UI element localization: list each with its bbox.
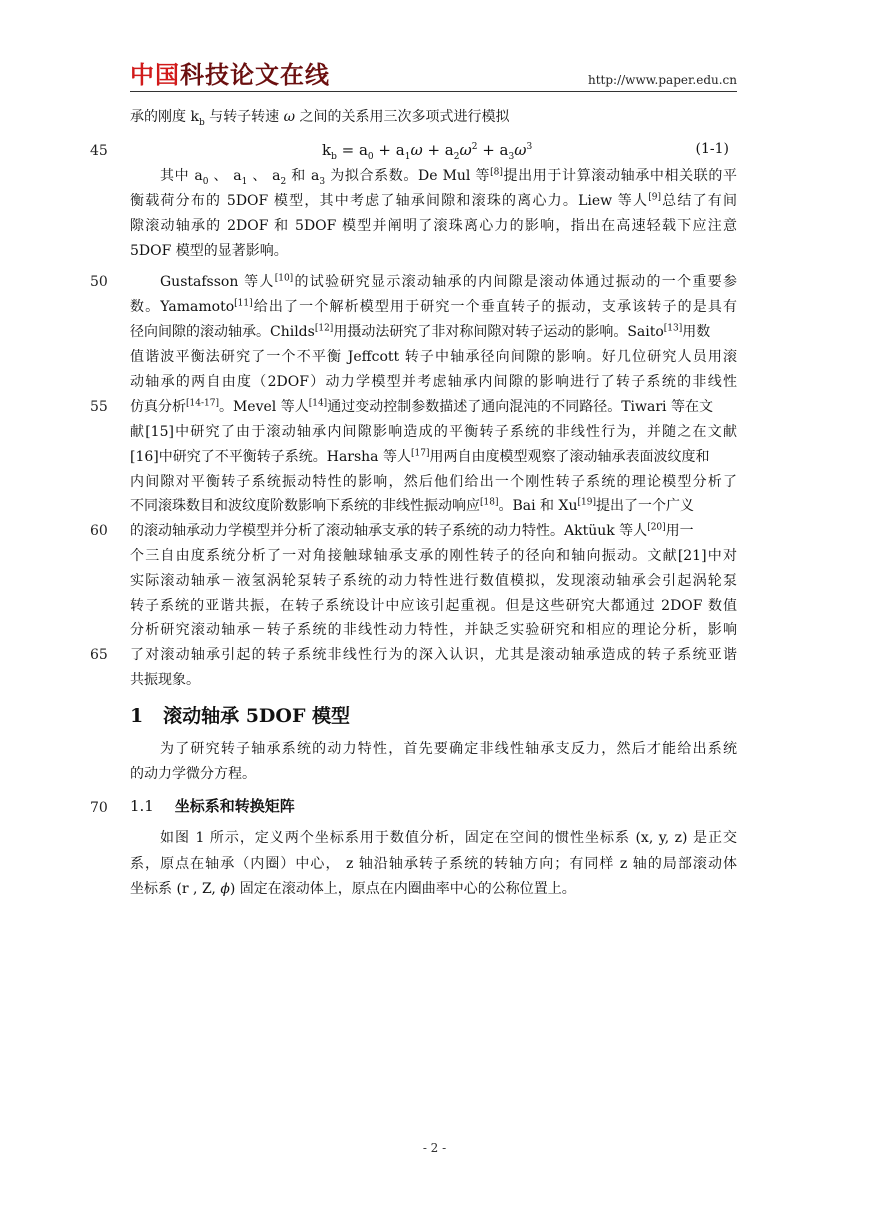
subsection-heading [130, 796, 295, 816]
body-line: 数。Yamamoto[11]给出了一个解析模型用于研究一个垂直转子的振动，支承该转子的是具有 [130, 298, 737, 315]
body-line: 值谐波平衡法研究了一个不平衡 Jeffcott 转子中轴承径向间隙的影响。好几位研究人员用滚 [130, 349, 737, 365]
subsection-number: 1.1 [130, 797, 154, 815]
body-line: 不同滚珠数目和波纹度阶数影响下系统的非线性振动响应[18]。Bai 和 Xu[19]提出了一个广义 [130, 497, 694, 514]
body-line: 为了研究转子轴承系统的动力特性，首先要确定非线性轴承支反力，然后才能给出系统 [160, 741, 737, 757]
body-line: 实际滚动轴承－液氢涡轮泵转子系统的动力特性进行数值模拟，发现滚动轴承会引起涡轮泵 [130, 573, 737, 589]
body-line: 的滚动轴承动力学模型并分析了滚动轴承支承的转子系统的动力特性。Aktüuk 等人[20]用一 [130, 522, 694, 539]
body-line: 系，原点在轴承（内圈）中心， z 轴沿轴承转子系统的转轴方向；有同样 z 轴的局部滚动体 [130, 856, 737, 872]
body-line: 隙滚动轴承的 2DOF 和 5DOF 模型并阐明了滚珠离心力的影响，指出在高速轻载下应注意 [130, 218, 737, 234]
header-divider [130, 91, 737, 92]
logo-text-dark: 科技论文在线 [180, 61, 330, 89]
section-heading [130, 704, 350, 728]
equation-1-1: $k_b = a_0 + a_1\omega + a_2\omega^2 + a_3\omega^3$ [322, 141, 533, 162]
body-line: 如图 1 所示，定义两个坐标系用于数值分析，固定在空间的惯性坐标系 (x, y, z) 是正交 [160, 830, 737, 846]
body-line: 仿真分析[14-17]。Mevel 等人[14]通过变动控制参数描述了通向混沌的不同路径。Tiwari 等在文 [130, 398, 713, 415]
body-line: 的动力学微分方程。 [130, 766, 256, 782]
body-line: 内间隙对平衡转子系统振动特性的影响，然后他们给出一个刚性转子系统的理论模型分析了 [130, 474, 737, 490]
page-number: - 2 - [422, 1141, 447, 1155]
body-line: 径向间隙的滚动轴承。Childs[12]用摄动法研究了非对称间隙对转子运动的影响。Saito[13]用数 [130, 323, 711, 340]
body-line: 其中 $a_0$ 、 $a_1$ 、 $a_2$ 和 $a_3$ 为拟合系数。De Mul 等[8]提出用于计算滚动轴承中相关联的平 [160, 167, 738, 187]
body-line: 个三自由度系统分析了一对角接触球轴承支承的刚性转子的径向和轴向振动。文献[21]中对 [130, 548, 737, 564]
body-line: 承的刚度 $k_b$ 与转子转速 ω 之间的关系用三次多项式进行模拟 [130, 109, 510, 128]
subsection-title: 坐标系和转换矩阵 [174, 797, 295, 815]
line-number: 70 [90, 800, 108, 816]
journal-logo [130, 62, 330, 88]
body-line: 5DOF 模型的显著影响。 [130, 243, 288, 259]
body-line: [16]中研究了不平衡转子系统。Harsha 等人[17]用两自由度模型观察了滚动轴承表面波纹度和 [130, 448, 710, 465]
line-number: 65 [90, 647, 108, 663]
body-line: 坐标系 (r , Z, ϕ) 固定在滚动体上，原点在内圈曲率中心的公称位置上。 [130, 881, 576, 897]
body-line: 动轴承的两自由度（2DOF）动力学模型并考虑轴承内间隙的影响进行了转子系统的非线性 [130, 374, 737, 390]
section-number: 1 [130, 705, 144, 727]
section-title: 滚动轴承 5DOF 模型 [163, 705, 351, 727]
line-number: 60 [90, 523, 108, 539]
line-number: 45 [90, 143, 108, 159]
body-line: Gustafsson 等人[10]的试验研究显示滚动轴承的内间隙是滚动体通过振动的一个重要参 [160, 273, 737, 290]
body-line: 了对滚动轴承引起的转子系统非线性行为的深入认识，尤其是滚动轴承造成的转子系统亚谐 [130, 647, 737, 663]
body-line: 转子系统的亚谐共振，在转子系统设计中应该引起重视。但是这些研究大都通过 2DOF 数值 [130, 598, 737, 614]
body-line: 共振现象。 [130, 672, 200, 688]
header-url[interactable]: http://www.paper.edu.cn [587, 73, 737, 87]
logo-text-red: 中国 [130, 61, 180, 89]
equation-number: (1-1) [695, 141, 729, 157]
body-line: 献[15]中研究了由于滚动轴承内间隙影响造成的平衡转子系统的非线性行为，并随之在文献 [130, 424, 737, 440]
body-line: 分析研究滚动轴承－转子系统的非线性动力特性，并缺乏实验研究和相应的理论分析，影响 [130, 622, 737, 638]
line-number: 50 [90, 274, 108, 290]
body-line: 衡载荷分布的 5DOF 模型，其中考虑了轴承间隙和滚珠的离心力。Liew 等人[9]总结了有间 [130, 192, 737, 209]
line-number: 55 [90, 399, 108, 415]
